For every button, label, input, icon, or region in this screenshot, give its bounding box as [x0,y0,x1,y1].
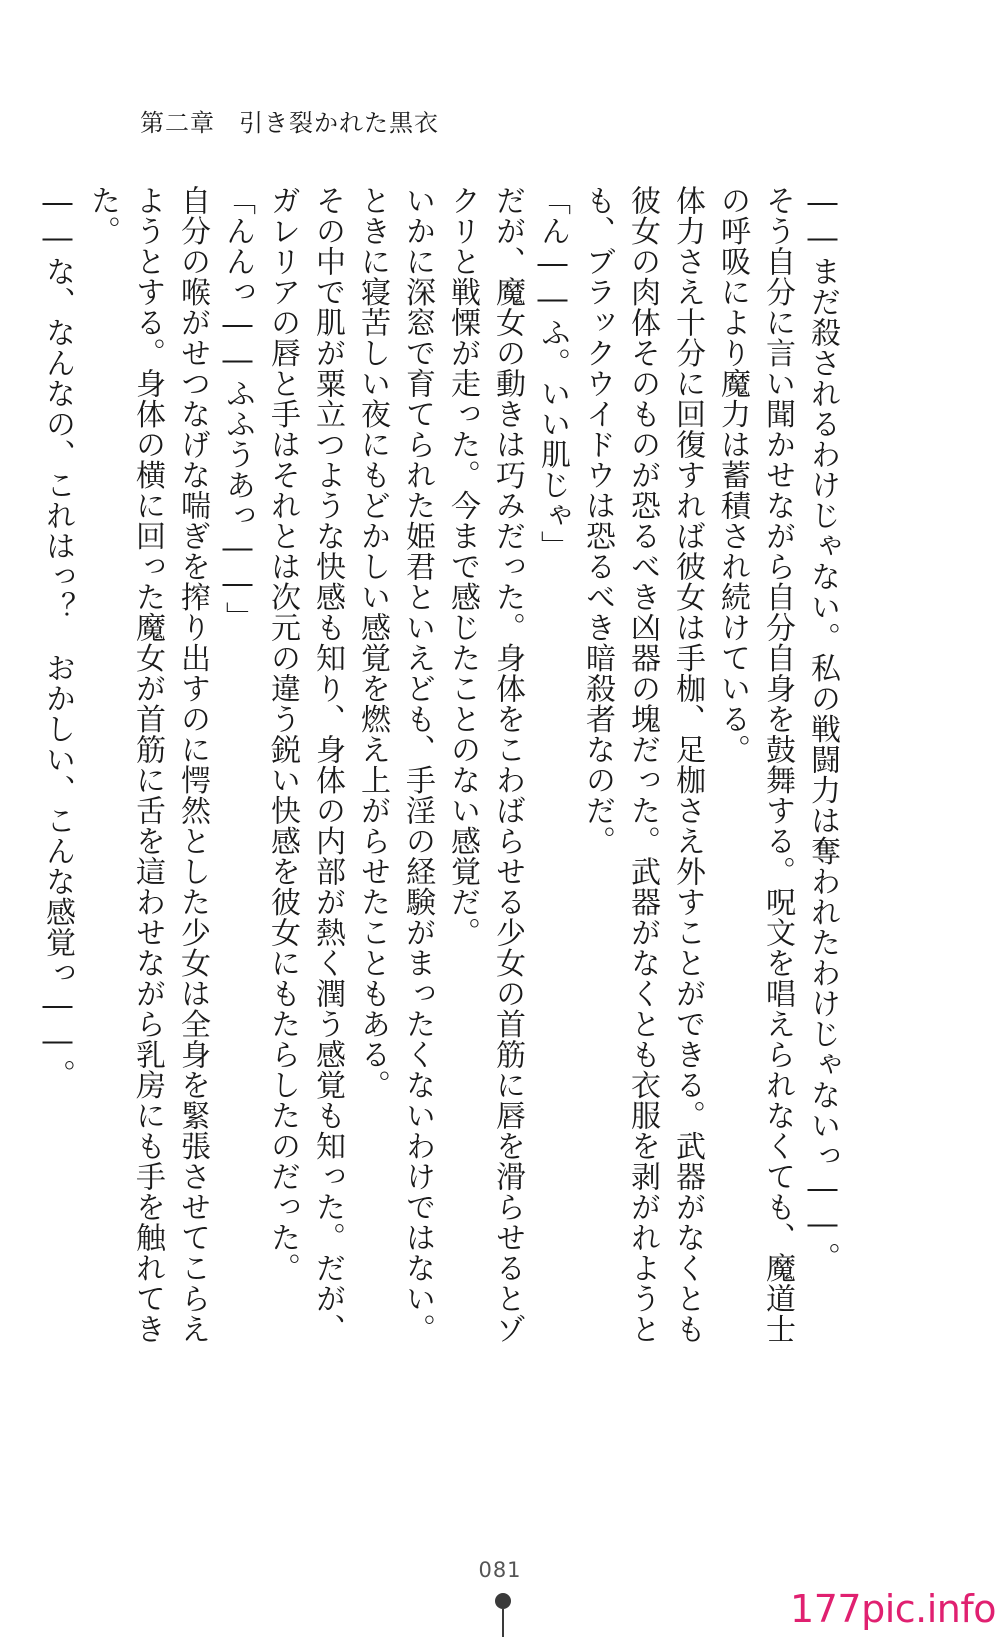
paragraph: だが、魔女の動きは巧みだった。身体をこわばらせる少女の首筋に唇を滑らせるとゾクリと戦慄が走った。今まで感じたことのない感覚だ。 [445,185,525,1344]
page-marker-dot [495,1593,511,1609]
watermark: 177pic.info [790,1587,996,1631]
paragraph: ――まだ殺されるわけじゃない。私の戦闘力は奪われたわけじゃないっ――。 [805,185,840,1273]
chapter-number: 第二章 [140,109,215,137]
page-marker-line [502,1609,504,1637]
chapter-title: 引き裂かれた黒衣 [239,109,439,137]
paragraph: 「んんっ――ふふうあっ――」 [220,185,255,632]
paragraph: そう自分に言い聞かせながら自分自身を鼓舞する。呪文を唱えられなくても、魔道士の呼吸により魔力は蓄積され続けている。 [715,185,795,1344]
paragraph: いかに深窓で育てられた姫君といえども、手淫の経験がまったくないわけではない。ときに寝苦しい夜にもどかしい感覚を燃え上がらせたこともある。 [355,185,435,1344]
page-number: 081 [478,1558,522,1582]
paragraph: その中で肌が粟立つような快感も知り、身体の内部が熱く潤う感覚も知った。だが、ガレリアの唇と手はそれとは次元の違う鋭い快感を彼女にもたらしたのだった。 [265,185,345,1344]
paragraph: 自分の喉がせつなげな喘ぎを搾り出すのに愕然とした少女は全身を緊張させてこらえようとする。身体の横に回った魔女が首筋に舌を這わせながら乳房にも手を触れてきた。 [85,185,210,1344]
chapter-header [140,103,439,138]
paragraph: 体力さえ十分に回復すれば彼女は手枷、足枷さえ外すことができる。武器がなくとも彼女の肉体そのものが恐るべき凶器の塊だった。武器がなくとも衣服を剥がれようとも、ブラックウイドウは恐るべき暗殺者なのだ。 [580,185,705,1344]
body-text [35,185,845,1365]
paragraph: 「ん――ふ。いい肌じゃ」 [535,185,570,561]
paragraph: ――な、なんなの、これはっ？ おかしい、こんな感覚っ――。 [40,185,75,1090]
